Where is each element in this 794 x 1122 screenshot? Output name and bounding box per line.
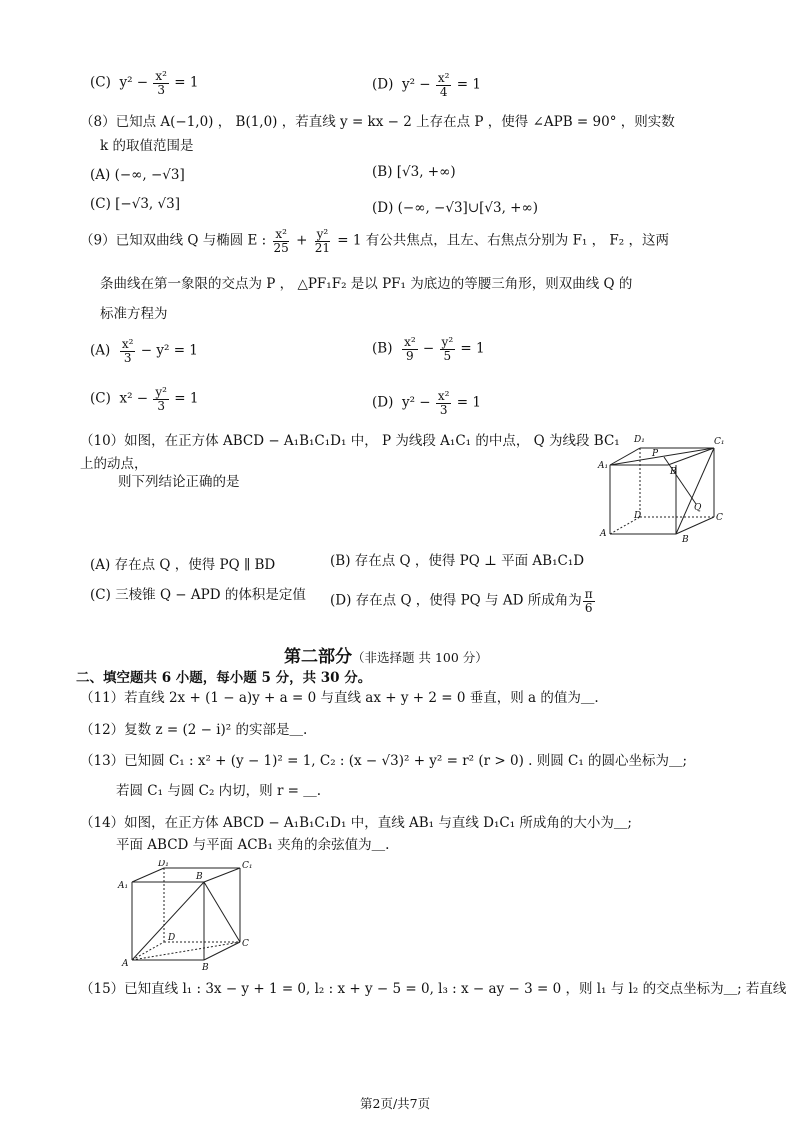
q10-stem-line3: 则下列结论正确的是 [118,474,240,490]
label-a: A [122,959,129,969]
q9-stem-line3: 标准方程为 [100,306,168,322]
label-b: B [682,535,689,544]
q9-option-c: (C) x² − $\frac{\text{y²}}{3}$ = 1 [90,385,199,413]
label-c: C [242,939,249,949]
label-p: P [652,449,659,459]
label-a: A [600,529,607,539]
q7-option-d: (D) y² − $\frac{\text{x²}}{4}$ = 1 [372,71,481,99]
q9-stem-line2: 条曲线在第一象限的交点为 P ， △PF₁F₂ 是以 PF₁ 为底边的等腰三角形，则双曲线 Q 的 [100,276,633,292]
q10-cube-figure [596,432,726,544]
q14-stem-line1: （14）如图，在正方体 ABCD − A₁B₁C₁D₁ 中，直线 AB₁ 与直线 D₁C₁ 所成角的大小为＿; [80,815,632,831]
label-d: D [634,511,642,521]
part2-heading: 第二部分（非选择题 共 100 分） [284,647,488,667]
q13-stem-line2: 若圆 C₁ 与圆 C₂ 内切，则 r = ＿. [116,783,322,799]
page-number-footer: 第2页/共7页 [360,1096,431,1111]
q10-option-d: (D) 存在点 Q ，使得 PQ 与 AD 所成角为 $\frac{\pi}{6}$ [330,587,593,615]
label-c1: C₁ [714,437,725,447]
q8-stem-line1: （8）已知点 A(−1,0) ， B(1,0) ，若直线 y = kx − 2 上存在点 P ，使得 ∠APB = 90° ，则实数 [80,114,675,130]
q9-option-d: (D) y² − $\frac{\text{x²}}{3}$ = 1 [372,389,481,417]
q13-stem-line1: （13）已知圆 C₁ : x² + (y − 1)² = 1, C₂ : (x − √3)² + y² = r² (r > 0) . 则圆 C₁ 的圆心坐标为＿; [80,753,688,769]
q12-stem: （12）复数 z = (2 − i)² 的实部是＿. [80,722,308,738]
label-a1: A₁ [118,881,129,891]
q8-option-d: (D) (−∞, −√3]∪[√3, +∞) [372,200,539,216]
label-c1: C₁ [242,861,253,871]
label-d1: D₁ [634,435,645,445]
label-b1: B [670,467,677,477]
section-fill-in-heading: 二、填空题共 6 小题，每小题 5 分，共 30 分。 [76,670,372,686]
q14-cube-figure [112,860,264,975]
q8-option-b: (B) [√3, +∞) [372,164,456,180]
q14-stem-line2: 平面 ABCD 与平面 ACB₁ 夹角的余弦值为＿. [116,837,390,853]
q10-option-c: (C) 三棱锥 Q − APD 的体积是定值 [90,587,306,603]
q10-option-b: (B) 存在点 Q ，使得 PQ ⊥ 平面 AB₁C₁D [330,553,585,569]
label-d: D [168,933,176,943]
q9-stem-line1: （9）已知双曲线 Q 与椭圆 E : $\frac{\text{x²}}{25}$ + $\frac{\text{y²}}{21}$ = 1 有公共焦点，且左、右焦点分别为 F₁ ， F₂ ，这两 [80,227,669,255]
q7-option-c: (C) y² − $\frac{\text{x²}}{3}$ = 1 [90,69,199,97]
q15-stem: （15）已知直线 l₁ : 3x − y + 1 = 0, l₂ : x + y − 5 = 0, l₃ : x − ay − 3 = 0 ，则 l₁ 与 l₂ 的交点坐标为＿; 若直线 [80,981,787,997]
q10-option-a: (A) 存在点 Q ，使得 PQ ∥ BD [90,557,276,573]
label-b: B [202,963,209,973]
label-a1: A₁ [598,461,609,471]
q9-option-a: (A) $\frac{\text{x²}}{3}$ − y² = 1 [90,337,198,365]
q8-stem-line2: k 的取值范围是 [100,138,194,154]
q10-stem-line1: （10）如图，在正方体 ABCD − A₁B₁C₁D₁ 中， P 为线段 A₁C₁ 的中点， Q 为线段 BC₁ [80,433,620,449]
q9-option-b: (B) $\frac{\text{x²}}{9}$ − $\frac{\text{y²}}{5}$ = 1 [372,335,485,363]
label-d1: D₁ [158,860,169,869]
q8-option-c: (C) [−√3, √3] [90,196,180,212]
label-q: Q [694,503,702,513]
q11-stem: （11）若直线 2x + (1 − a)y + a = 0 与直线 ax + y + 2 = 0 垂直，则 a 的值为＿. [80,690,599,706]
q10-stem-line2: 上的动点， [80,456,148,472]
q8-option-a: (A) (−∞, −√3] [90,167,185,183]
label-b1: B [196,872,203,882]
label-c: C [716,513,723,523]
